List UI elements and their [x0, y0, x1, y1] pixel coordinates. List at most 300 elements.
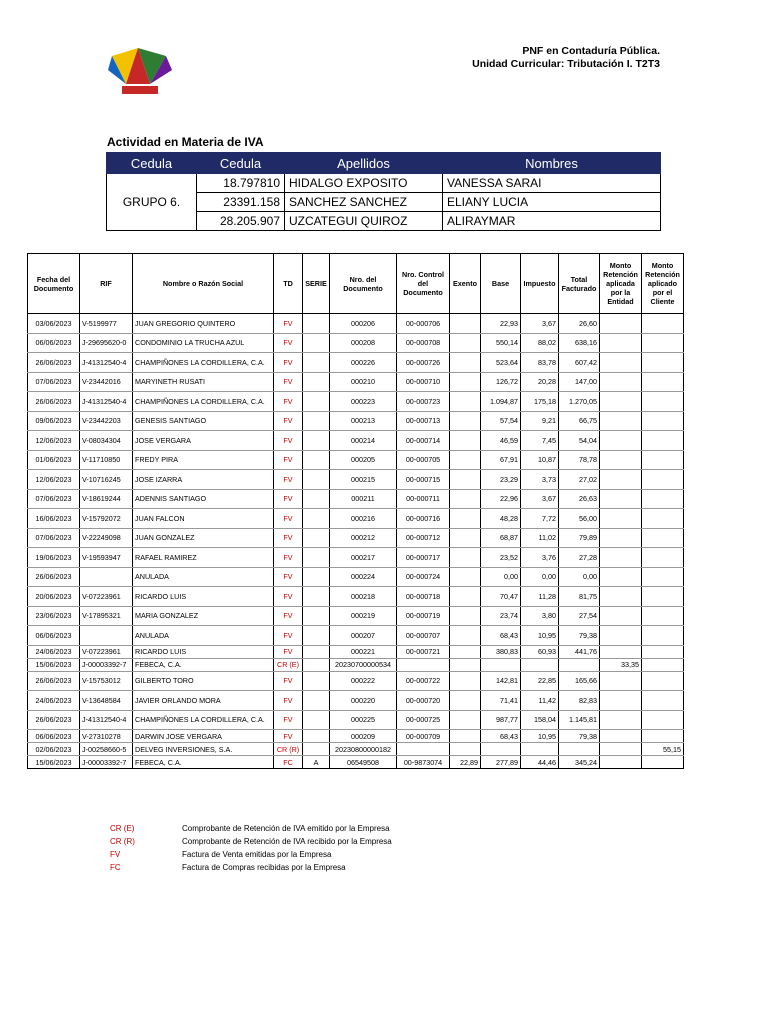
- cell-retencion-entidad: [600, 606, 642, 626]
- cell-exento: [450, 658, 481, 671]
- cell-base: 67,91: [481, 450, 521, 470]
- cell-impuesto: 0,00: [521, 567, 559, 587]
- cell-base: 277,89: [481, 756, 521, 769]
- cell-fecha: 15/06/2023: [28, 658, 80, 671]
- cell-retencion-cliente: [642, 756, 684, 769]
- header-serie: SERIE: [303, 254, 330, 314]
- member-cedula: 28.205.907: [197, 212, 285, 231]
- cell-impuesto: 158,04: [521, 710, 559, 730]
- cell-impuesto: 3,73: [521, 470, 559, 490]
- cell-total: 79,89: [559, 528, 600, 548]
- cell-td: FV: [274, 392, 303, 412]
- cell-total: 66,75: [559, 411, 600, 431]
- cell-fecha: 07/06/2023: [28, 489, 80, 509]
- cell-nro-control: 00-000713: [397, 411, 450, 431]
- cell-total: 345,24: [559, 756, 600, 769]
- header-fecha: Fecha del Documento: [28, 254, 80, 314]
- cell-nro-documento: 000211: [330, 489, 397, 509]
- cell-fecha: 12/06/2023: [28, 431, 80, 451]
- cell-td: FV: [274, 691, 303, 711]
- cell-base: 987,77: [481, 710, 521, 730]
- cell-nombre: MARIA GONZALEZ: [133, 606, 274, 626]
- cell-rif: V-19593947: [80, 548, 133, 568]
- table-row: [28, 470, 684, 490]
- cell-nro-control: 00-000720: [397, 691, 450, 711]
- cell-impuesto: 7,72: [521, 509, 559, 529]
- cell-nombre: JUAN GONZALEZ: [133, 528, 274, 548]
- cell-rif: [80, 626, 133, 646]
- cell-exento: [450, 548, 481, 568]
- cell-rif: V-18619244: [80, 489, 133, 509]
- cell-nombre: JOSE IZARRA: [133, 470, 274, 490]
- cell-fecha: 26/06/2023: [28, 392, 80, 412]
- cell-serie: [303, 431, 330, 451]
- cell-rif: J-00258660-5: [80, 743, 133, 756]
- cell-nro-documento: 000207: [330, 626, 397, 646]
- cell-retencion-entidad: [600, 392, 642, 412]
- cell-nombre: CONDOMINIO LA TRUCHA AZUL: [133, 333, 274, 353]
- cell-retencion-cliente: [642, 353, 684, 373]
- cell-retencion-cliente: 55,15: [642, 743, 684, 756]
- cell-fecha: 26/06/2023: [28, 710, 80, 730]
- cell-nro-documento: 000209: [330, 730, 397, 743]
- cell-retencion-entidad: [600, 587, 642, 607]
- cell-base: 126,72: [481, 372, 521, 392]
- cell-fecha: 01/06/2023: [28, 450, 80, 470]
- cell-retencion-cliente: [642, 710, 684, 730]
- cell-nro-control: 00-000709: [397, 730, 450, 743]
- cell-retencion-cliente: [642, 489, 684, 509]
- cell-nro-control: 00-000707: [397, 626, 450, 646]
- cell-nro-documento: 000221: [330, 645, 397, 658]
- cell-total: 79,38: [559, 626, 600, 646]
- cell-fecha: 23/06/2023: [28, 606, 80, 626]
- cell-nombre: FREDY PIRA: [133, 450, 274, 470]
- cell-nro-documento: 06549508: [330, 756, 397, 769]
- cell-total: 441,76: [559, 645, 600, 658]
- cell-td: FV: [274, 411, 303, 431]
- cell-impuesto: 83,78: [521, 353, 559, 373]
- cell-nro-documento: 000222: [330, 671, 397, 691]
- cell-impuesto: 9,21: [521, 411, 559, 431]
- cell-fecha: 07/06/2023: [28, 372, 80, 392]
- cell-retencion-entidad: [600, 509, 642, 529]
- header-nro-control: Nro. Control del Documento: [397, 254, 450, 314]
- cell-retencion-cliente: [642, 606, 684, 626]
- cell-fecha: 15/06/2023: [28, 756, 80, 769]
- cell-retencion-entidad: [600, 756, 642, 769]
- cell-nro-documento: 000226: [330, 353, 397, 373]
- document-type-legend: [110, 822, 392, 874]
- cell-exento: [450, 509, 481, 529]
- cell-fecha: 06/06/2023: [28, 333, 80, 353]
- cell-serie: [303, 353, 330, 373]
- cell-exento: [450, 431, 481, 451]
- cell-nro-documento: 000215: [330, 470, 397, 490]
- cell-retencion-cliente: [642, 411, 684, 431]
- cell-nro-documento: 000212: [330, 528, 397, 548]
- cell-nro-control: 00-000717: [397, 548, 450, 568]
- cell-nro-documento: 000224: [330, 567, 397, 587]
- group-header-apellidos: Apellidos: [285, 153, 443, 174]
- cell-nro-control: 00-000722: [397, 671, 450, 691]
- cell-impuesto: 175,18: [521, 392, 559, 412]
- cell-retencion-cliente: [642, 470, 684, 490]
- cell-nro-control: 00-9873074: [397, 756, 450, 769]
- cell-serie: [303, 509, 330, 529]
- cell-nro-control: 00-000714: [397, 431, 450, 451]
- member-nombres: ALIRAYMAR: [443, 212, 661, 231]
- cell-exento: [450, 743, 481, 756]
- legend-description: Factura de Venta emitidas por la Empresa: [182, 850, 332, 859]
- cell-nro-control: 00-000705: [397, 450, 450, 470]
- cell-fecha: 06/06/2023: [28, 730, 80, 743]
- cell-fecha: 16/06/2023: [28, 509, 80, 529]
- cell-rif: V-17895321: [80, 606, 133, 626]
- cell-retencion-cliente: [642, 372, 684, 392]
- cell-fecha: 02/06/2023: [28, 743, 80, 756]
- cell-nombre: GENESIS SANTIAGO: [133, 411, 274, 431]
- cell-nombre: JOSE VERGARA: [133, 431, 274, 451]
- cell-impuesto: 10,87: [521, 450, 559, 470]
- cell-fecha: 06/06/2023: [28, 626, 80, 646]
- activity-title: Actividad en Materia de IVA: [107, 135, 264, 149]
- cell-total: 638,16: [559, 333, 600, 353]
- cell-impuesto: 3,67: [521, 314, 559, 334]
- cell-serie: [303, 730, 330, 743]
- cell-nombre: GILBERTO TORO: [133, 671, 274, 691]
- cell-fecha: 26/06/2023: [28, 353, 80, 373]
- cell-retencion-entidad: [600, 743, 642, 756]
- cell-retencion-entidad: [600, 528, 642, 548]
- cell-nro-documento: 000219: [330, 606, 397, 626]
- cell-exento: [450, 691, 481, 711]
- cell-base: 142,81: [481, 671, 521, 691]
- cell-nombre: JUAN FALCON: [133, 509, 274, 529]
- cell-retencion-cliente: [642, 333, 684, 353]
- cell-exento: [450, 353, 481, 373]
- cell-retencion-entidad: [600, 431, 642, 451]
- cell-retencion-cliente: [642, 431, 684, 451]
- cell-nro-control: 00-000711: [397, 489, 450, 509]
- cell-nro-control: 00-000706: [397, 314, 450, 334]
- cell-impuesto: 11,02: [521, 528, 559, 548]
- cell-serie: [303, 671, 330, 691]
- cell-total: 79,38: [559, 730, 600, 743]
- table-row: [28, 567, 684, 587]
- cell-serie: [303, 392, 330, 412]
- cell-retencion-entidad: [600, 372, 642, 392]
- header-rif: RIF: [80, 254, 133, 314]
- cell-td: FV: [274, 606, 303, 626]
- legend-code: FV: [110, 850, 121, 859]
- legend-item: [110, 848, 392, 861]
- cell-nro-documento: 000217: [330, 548, 397, 568]
- cell-td: FV: [274, 567, 303, 587]
- cell-nro-control: 00-000716: [397, 509, 450, 529]
- cell-fecha: 09/06/2023: [28, 411, 80, 431]
- cell-impuesto: 3,80: [521, 606, 559, 626]
- legend-item: [110, 822, 392, 835]
- cell-total: 27,54: [559, 606, 600, 626]
- member-apellidos: HIDALGO EXPOSITO: [285, 174, 443, 193]
- cell-base: [481, 658, 521, 671]
- cell-td: FV: [274, 489, 303, 509]
- table-row: [28, 450, 684, 470]
- cell-total: 0,00: [559, 567, 600, 587]
- cell-nombre: RICARDO LUIS: [133, 587, 274, 607]
- cell-nro-documento: 20230800000182: [330, 743, 397, 756]
- cell-base: [481, 743, 521, 756]
- cell-impuesto: 11,28: [521, 587, 559, 607]
- cell-td: FV: [274, 587, 303, 607]
- cell-exento: [450, 333, 481, 353]
- cell-rif: V-15792072: [80, 509, 133, 529]
- cell-total: 26,63: [559, 489, 600, 509]
- cell-total: 27,28: [559, 548, 600, 568]
- header-exento: Exento: [450, 254, 481, 314]
- cell-nro-documento: 000214: [330, 431, 397, 451]
- cell-rif: V-13648584: [80, 691, 133, 711]
- cell-nombre: JUAN GREGORIO QUINTERO: [133, 314, 274, 334]
- cell-base: 71,41: [481, 691, 521, 711]
- header-nro-documento: Nro. del Documento: [330, 254, 397, 314]
- legend-description: Comprobante de Retención de IVA recibido por la Empresa: [182, 837, 392, 846]
- cell-fecha: 12/06/2023: [28, 470, 80, 490]
- cell-rif: V-11710850: [80, 450, 133, 470]
- table-row: [28, 756, 684, 769]
- cell-base: 23,52: [481, 548, 521, 568]
- cell-fecha: 24/06/2023: [28, 645, 80, 658]
- cell-total: 82,83: [559, 691, 600, 711]
- cell-nombre: ANULADA: [133, 567, 274, 587]
- table-row: [28, 392, 684, 412]
- table-row: [28, 743, 684, 756]
- cell-nombre: ANULADA: [133, 626, 274, 646]
- cell-exento: [450, 730, 481, 743]
- cell-nro-documento: 000225: [330, 710, 397, 730]
- cell-exento: [450, 372, 481, 392]
- cell-serie: [303, 710, 330, 730]
- cell-impuesto: 60,93: [521, 645, 559, 658]
- cell-total: 1.145,81: [559, 710, 600, 730]
- legend-code: CR (E): [110, 824, 135, 833]
- cell-exento: [450, 411, 481, 431]
- table-row: [28, 528, 684, 548]
- cell-base: 1.094,87: [481, 392, 521, 412]
- cell-fecha: 19/06/2023: [28, 548, 80, 568]
- cell-retencion-cliente: [642, 626, 684, 646]
- header-base: Base: [481, 254, 521, 314]
- table-row: [28, 691, 684, 711]
- cell-td: FC: [274, 756, 303, 769]
- cell-nro-control: 00-000721: [397, 645, 450, 658]
- cell-rif: J-00003392-7: [80, 756, 133, 769]
- cell-td: FV: [274, 509, 303, 529]
- cell-base: 22,96: [481, 489, 521, 509]
- cell-total: 81,75: [559, 587, 600, 607]
- cell-fecha: 26/06/2023: [28, 671, 80, 691]
- cell-retencion-entidad: [600, 730, 642, 743]
- legend-item: [110, 861, 392, 874]
- cell-nombre: RAFAEL RAMIREZ: [133, 548, 274, 568]
- cell-exento: [450, 710, 481, 730]
- legend-code: FC: [110, 863, 121, 872]
- cell-exento: [450, 489, 481, 509]
- cell-td: FV: [274, 528, 303, 548]
- cell-nro-control: [397, 743, 450, 756]
- cell-retencion-cliente: [642, 671, 684, 691]
- group-header-cedula-1: Cedula: [107, 153, 197, 174]
- cell-nro-control: 00-000715: [397, 470, 450, 490]
- cell-nombre: DARWIN JOSE VERGARA: [133, 730, 274, 743]
- table-row: [28, 489, 684, 509]
- cell-retencion-cliente: [642, 509, 684, 529]
- cell-rif: V-07223961: [80, 645, 133, 658]
- cell-nombre: CHAMPIÑONES LA CORDILLERA, C.A.: [133, 353, 274, 373]
- cell-impuesto: [521, 658, 559, 671]
- cell-base: 22,93: [481, 314, 521, 334]
- member-apellidos: UZCATEGUI QUIROZ: [285, 212, 443, 231]
- header-total: Total Facturado: [559, 254, 600, 314]
- table-row: [28, 606, 684, 626]
- cell-base: 68,43: [481, 730, 521, 743]
- cell-nro-control: 00-000726: [397, 353, 450, 373]
- cell-rif: J-41312540-4: [80, 392, 133, 412]
- cell-retencion-entidad: [600, 470, 642, 490]
- cell-nro-control: 00-000719: [397, 606, 450, 626]
- cell-nro-documento: 000223: [330, 392, 397, 412]
- table-row: [28, 509, 684, 529]
- cell-base: 380,83: [481, 645, 521, 658]
- cell-base: 23,74: [481, 606, 521, 626]
- cell-td: FV: [274, 626, 303, 646]
- cell-retencion-entidad: [600, 314, 642, 334]
- member-nombres: ELIANY LUCIA: [443, 193, 661, 212]
- cell-base: 23,29: [481, 470, 521, 490]
- cell-exento: [450, 567, 481, 587]
- cell-total: 26,60: [559, 314, 600, 334]
- cell-nombre: RICARDO LUIS: [133, 645, 274, 658]
- cell-serie: [303, 691, 330, 711]
- cell-serie: [303, 626, 330, 646]
- cell-serie: [303, 587, 330, 607]
- cell-impuesto: 11,42: [521, 691, 559, 711]
- cell-serie: [303, 333, 330, 353]
- cell-nro-control: 00-000710: [397, 372, 450, 392]
- cell-nro-control: 00-000723: [397, 392, 450, 412]
- cell-retencion-entidad: [600, 489, 642, 509]
- cell-rif: J-00003392-7: [80, 658, 133, 671]
- cell-serie: [303, 489, 330, 509]
- cell-base: 48,28: [481, 509, 521, 529]
- cell-total: 78,78: [559, 450, 600, 470]
- cell-nombre: DELVEG INVERSIONES, S.A.: [133, 743, 274, 756]
- cell-nro-documento: 000218: [330, 587, 397, 607]
- cell-total: [559, 658, 600, 671]
- cell-fecha: 24/06/2023: [28, 691, 80, 711]
- header-nombre: Nombre o Razón Social: [133, 254, 274, 314]
- cell-retencion-cliente: [642, 548, 684, 568]
- cell-serie: A: [303, 756, 330, 769]
- cell-fecha: 07/06/2023: [28, 528, 80, 548]
- cell-retencion-entidad: [600, 645, 642, 658]
- cell-nro-control: 00-000724: [397, 567, 450, 587]
- cell-base: 68,87: [481, 528, 521, 548]
- cell-nro-control: 00-000708: [397, 333, 450, 353]
- cell-td: CR (R): [274, 743, 303, 756]
- cell-rif: V-23442016: [80, 372, 133, 392]
- uptm-logo: [104, 44, 176, 100]
- cell-serie: [303, 450, 330, 470]
- cell-serie: [303, 743, 330, 756]
- cell-nombre: ADENNIS SANTIAGO: [133, 489, 274, 509]
- cell-base: 523,64: [481, 353, 521, 373]
- cell-retencion-cliente: [642, 392, 684, 412]
- header-retencion-cliente: Monto Retención aplicado por el Cliente: [642, 254, 684, 314]
- member-nombres: VANESSA SARAI: [443, 174, 661, 193]
- cell-exento: [450, 314, 481, 334]
- legend-item: [110, 835, 392, 848]
- table-row: [28, 333, 684, 353]
- cell-retencion-entidad: [600, 691, 642, 711]
- cell-rif: V-07223961: [80, 587, 133, 607]
- cell-td: FV: [274, 353, 303, 373]
- cell-retencion-entidad: [600, 411, 642, 431]
- course-header: [472, 45, 660, 71]
- legend-description: Factura de Compras recibidas por la Empresa: [182, 863, 346, 872]
- cell-retencion-entidad: [600, 626, 642, 646]
- cell-total: 147,00: [559, 372, 600, 392]
- group-header-cedula-2: Cedula: [197, 153, 285, 174]
- cell-td: FV: [274, 671, 303, 691]
- cell-rif: V-23442203: [80, 411, 133, 431]
- cell-exento: [450, 645, 481, 658]
- cell-impuesto: 22,85: [521, 671, 559, 691]
- cell-nro-control: 00-000725: [397, 710, 450, 730]
- cell-nro-documento: 000205: [330, 450, 397, 470]
- group-members-table: [106, 152, 661, 231]
- member-cedula: 18.797810: [197, 174, 285, 193]
- cell-exento: [450, 606, 481, 626]
- cell-total: 54,04: [559, 431, 600, 451]
- cell-rif: J-29695620-0: [80, 333, 133, 353]
- cell-total: 1.270,05: [559, 392, 600, 412]
- cell-rif: J-41312540-4: [80, 710, 133, 730]
- cell-impuesto: 20,28: [521, 372, 559, 392]
- cell-exento: [450, 626, 481, 646]
- cell-base: 550,14: [481, 333, 521, 353]
- table-row: [28, 730, 684, 743]
- header-retencion-entidad: Monto Retención aplicada por la Entidad: [600, 254, 642, 314]
- cell-retencion-entidad: [600, 548, 642, 568]
- cell-td: FV: [274, 710, 303, 730]
- cell-base: 68,43: [481, 626, 521, 646]
- cell-rif: V-22249098: [80, 528, 133, 548]
- cell-exento: 22,89: [450, 756, 481, 769]
- cell-retencion-entidad: [600, 333, 642, 353]
- cell-retencion-cliente: [642, 528, 684, 548]
- legend-description: Comprobante de Retención de IVA emitido por la Empresa: [182, 824, 390, 833]
- cell-nombre: JAVIER ORLANDO MORA: [133, 691, 274, 711]
- cell-nombre: FEBECA, C.A.: [133, 658, 274, 671]
- table-row: [28, 645, 684, 658]
- table-row: [28, 710, 684, 730]
- cell-nombre: CHAMPIÑONES LA CORDILLERA, C.A.: [133, 392, 274, 412]
- cell-nombre: FEBECA, C.A.: [133, 756, 274, 769]
- cell-exento: [450, 450, 481, 470]
- cell-td: FV: [274, 333, 303, 353]
